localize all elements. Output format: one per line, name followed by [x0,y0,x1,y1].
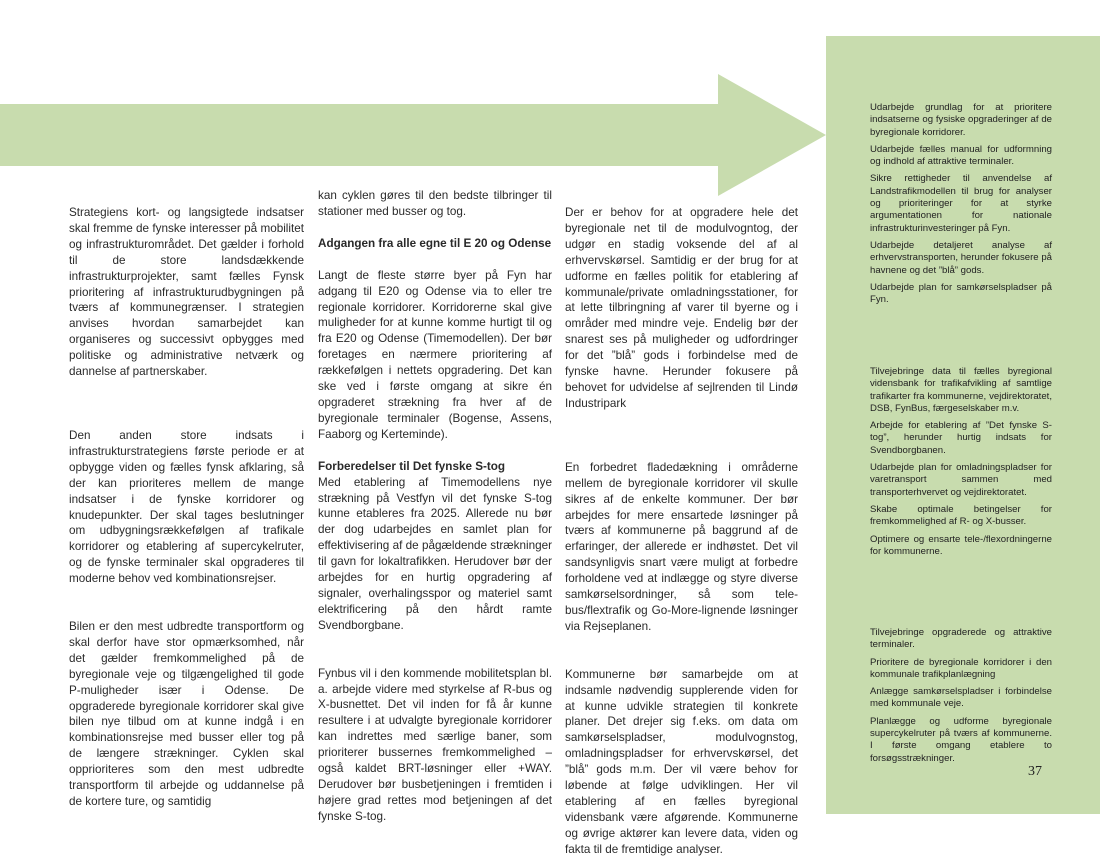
paragraph: Langt de fleste større byer på Fyn har adgang til E20 og Odense via to eller tre regionale korridorer. Korridorerne skal give muligheder for at kunne komme hurtigt til og fra E20 og Odense (Timemodellen). Der bør foretages en nærmere prioritering af rækkefølgen i nettets opgradering. Det kan ske ved i første omgang at sikre én opgraderet strækning fra hver af de byregionale terminaler (Bogense, Assens, Faaborg og Kerteminde). [318,268,552,441]
paragraph: Fynbus vil i den kommende mobilitetsplan bl. a. arbejde videre med styrkelse af R-bus og X-busnettet. Det vil inden for få år kunne resultere i at udvalgte byregionale korridorer kan indrettes med særlige baner, som prioriterer bussernes fremkommelighed – også kaldet BRT-løsninger eller +WAY. Derudover bør busbetjeningen i fremtiden i højere grad rettes mod betjeningen af det fynske S-tog. [318,666,552,823]
column-2 [318,188,552,825]
sidebar-group-1 [870,102,1052,311]
sidebar-item: Prioritere de byregionale korridorer i den kommunale trafikplanlægning [870,656,1052,680]
sidebar-item: Tilvejebringe opgraderede og attraktive terminaler. [870,627,1052,651]
paragraph: Kommunerne bør samarbejde om at indsamle nødvendig supplerende viden for at kunne udvikle strategien til konkrete planer. Det drejer sig f.eks. om data om samkørselspladser, modulvognstog, omladningspladser for erhvervskørsel, det ”blå” gods m.m. Der vil være behov for løbende at følge udviklingen. Her vil etablering af en fælles byregional vidensbank være afgørende. Kommunerne og øvrige aktører kan levere data, viden og fakta til de fremtidige analyser. [565,667,798,856]
column-1 [69,205,304,810]
sidebar-item: Udarbejde plan for samkørselspladser på Fyn. [870,281,1052,306]
sidebar-item: Planlægge og udforme byregionale supercykelruter på tværs af kommunerne. I første omgang etablere to forsøgsstrækninger. [870,715,1052,764]
sidebar-group-2 [870,366,1052,563]
sidebar-item: Sikre rettigheder til anvendelse af Landstrafikmodellen til brug for analyser og prioriteringer for at styrke argumentationen for nationale infrastrukturinvesteringer på Fyn. [870,173,1052,234]
paragraph: Bilen er den mest udbredte transportform og skal derfor have stor opmærksomhed, når det gælder fremkommelighed på de byregionale veje og tilgængelighed til gode P-muligheder især i Odense. De opgraderede byregionale korridorer skal give bilen nye tilbud om at kunne indgå i en kombinationsrejse med busser eller tog på de længere strækninger. Cyklen skal opprioriteres som den mest udbredte transportform til arbejde og uddannelse på de kortere ture, og samtidig [69,620,304,808]
column-3 [565,205,798,858]
sidebar-item: Anlægge samkørselspladser i forbindelse med kommunale veje. [870,686,1052,710]
paragraph: En forbedret fladedækning i områderne mellem de byregionale korridorer vil skulle sikres af de enkelte kommuner. Der bør arbejdes for mere ensartede løsninger på tværs af kommunerne på baggrund af de erfaringer, der allerede er indhøstet. Det vil sandsynligvis snart være muligt at forbedre forholdene ved at indlægge og styre diverse samkørselsordninger, så som tele-bus/flextrafik og Go-More-lignende løsninger via Rejseplanen. [565,460,798,633]
section-heading: Forberedelser til Det fynske S-tog [318,459,506,473]
arrow-banner [0,74,826,196]
sidebar-item: Udarbejde plan for omladningspladser for varetransport sammen med transporterhvervet og vejdirektoratet. [870,462,1052,498]
sidebar-group-3 [870,627,1052,770]
page-number: 37 [1028,764,1042,779]
paragraph: Der er behov for at opgradere hele det byregionale net til de modulvogntog, der udgør en stadig voksende del af al erhvervskørsel. Samtidig er der brug for at udforme en fælles politik for etablering af kommunale/private omladningsstationer, for at lette tilbringning af varer til byerne og i områder med mindre veje. Endelig bør der snarest ses på muligheder og udfordringer for det ”blå” gods i forbindelse med de fynske havne. Herunder fokusere på behovet for udvidelse af sejlrenden til Lindø Industripark [565,206,798,410]
sidebar-item: Udarbejde fælles manual for udformning og indhold af attraktive terminaler. [870,143,1052,168]
sidebar-item: Skabe optimale betingelser for fremkommelighed af R- og X-busser. [870,503,1052,528]
paragraph: kan cyklen gøres til den bedste tilbringer til stationer med busser og tog. [318,189,552,218]
sidebar-item: Tilvejebringe data til fælles byregional vidensbank for trafikafvikling af samtlige trafikarter fra kommunerne, vejdirektoratet, DSB, FynBus, færgeselskaber m.v. [870,366,1052,414]
sidebar-item: Udarbejde detaljeret analyse af erhvervstransporten, herunder fokusere på havnene og det ”blå” gods. [870,239,1052,276]
section-heading: Adgangen fra alle egne til E 20 og Odense [318,236,552,250]
sidebar-item: Optimere og ensarte tele-/flexordningerne for kommunerne. [870,533,1052,557]
paragraph: Strategiens kort- og langsigtede indsatser skal fremme de fynske interesser på mobilitet og infrastrukturområdet. Det gælder i forhold til de store landsdækkende infrastrukturprojekter, samt fælles Fynsk prioritering af infrastrukturudbygningen på tværs af kommunegrænser. I strategien anvises hvordan samarbejdet kan organiseres og successivt opbygges med politiske og administrative netværk og dannelse af partnerskaber. [69,206,304,379]
sidebar-item: Udarbejde grundlag for at prioritere indsatserne og fysiske opgraderinger af de byregionale korridorer. [870,102,1052,138]
sidebar-item: Arbejde for etablering af ”Det fynske S-tog”, herunder hurtig indsats for Svendborgbanen. [870,420,1052,456]
paragraph: Med etablering af Timemodellens nye strækning på Vestfyn vil det fynske S-tog kunne etableres fra 2025. Allerede nu bør der dog udarbejdes en samlet plan for effektivisering af de pågældende strækninger til gavn for lokaltrafikken. Herudover bør der arbejdes for en hurtig opgradering af signaler, overhalingsspor og materiel samt elektrificering på den hårdt ramte Svendborgbane. [318,475,552,632]
paragraph: Den anden store indsats i infrastrukturstrategiens første periode er at opbygge viden og fælles fynsk afklaring, så der kan prioriteres mellem de mange indsatser i de fynske korridorer og knudepunkter. Der skal tages beslutninger om udbygningsrækkefølgen af trafikale korridorer og etablering af supercykelruter, og de fynske terminaler skal opgraderes til moderne behov ved kombinationsrejser. [69,428,304,586]
